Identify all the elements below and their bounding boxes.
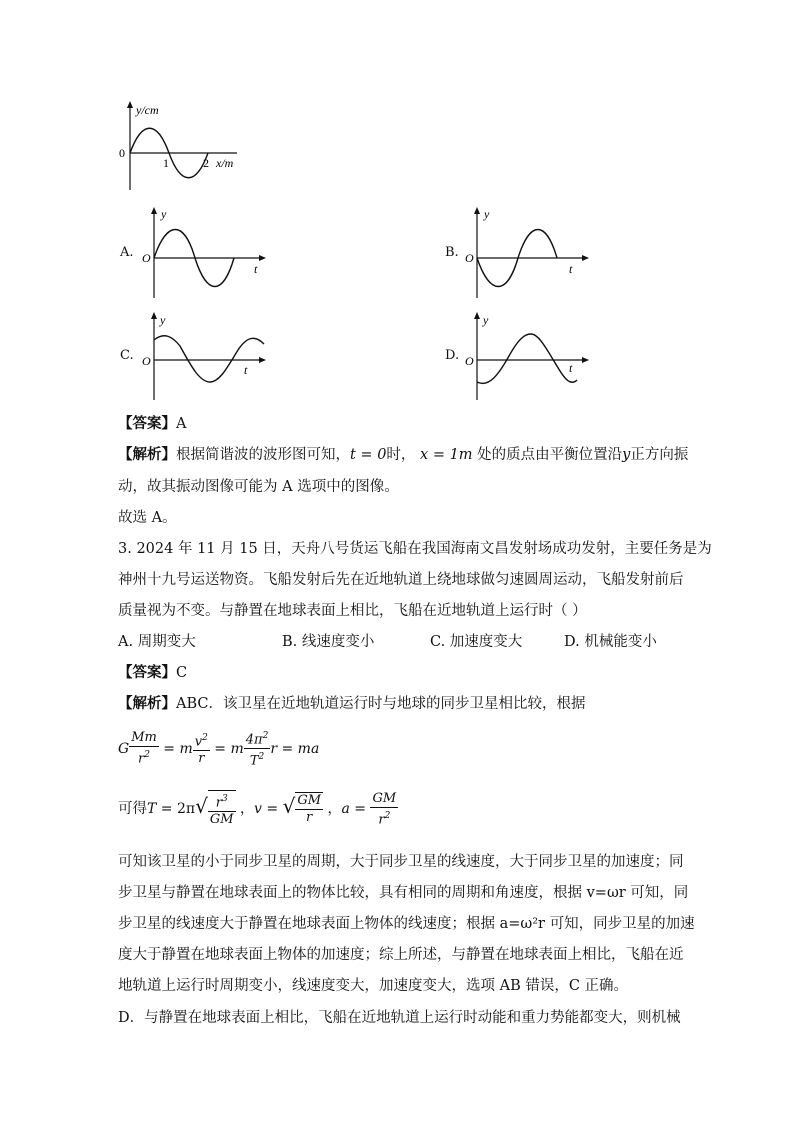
q3-option-d: D. 机械能变小: [564, 634, 657, 650]
wave-tick-2: 2: [203, 156, 209, 170]
wave-x-label: x/m: [216, 156, 234, 170]
wave-origin: 0: [119, 146, 125, 160]
q2-analysis-tag: 【解析】: [118, 446, 176, 463]
q3-stem-line1: 3. 2024 年 11 月 15 日，天舟八号货运飞船在我国海南文昌发射场成功发射，主要任务是为: [118, 541, 712, 557]
q3-analysis-p3: 步卫星的线速度大于静置在地球表面上物体的线速度；根据 a=ω²r 可知，同步卫星的加速: [118, 916, 695, 932]
option-a-origin: O: [142, 251, 151, 265]
q3-equation-gravity: G $\frac{Mm}{r^2}$ = m $\frac{v^2}{r}$ = m $\frac{4\pi^2}{T^2}$ r = ma: [118, 728, 319, 770]
q3-analysis-p6: D．与静置在地球表面上相比，飞船在近地轨道上运行时动能和重力势能都变大，则机械: [118, 1010, 681, 1026]
option-a-letter: A.: [120, 245, 134, 260]
wave-graph: [112, 100, 252, 192]
option-c-curve: [154, 336, 264, 382]
q3-analysis-intro-text: ABC．该卫星在近地轨道运行时与地球的同步卫星相比较，根据: [176, 696, 586, 712]
q2-analysis-y: y: [622, 447, 631, 463]
q3-analysis-intro: [118, 689, 586, 719]
option-d-graph: [463, 310, 593, 402]
q2-analysis-text2: 时，: [386, 447, 416, 463]
wave-y-label: y/cm: [136, 103, 159, 117]
q3-option-a: A. 周期变大: [118, 634, 196, 650]
option-a-t: t: [254, 262, 258, 276]
q2-analysis-text3: 处的质点由平衡位置沿: [477, 447, 623, 463]
option-d-origin: O: [465, 354, 474, 368]
q3-option-b: B. 线速度变小: [282, 634, 375, 650]
option-c-origin: O: [142, 354, 151, 368]
option-a-graph: [140, 205, 270, 300]
option-c-t: t: [244, 363, 248, 377]
q3-stem-line2: 神州十九号运送物资。飞船发射后先在近地轨道上绕地球做匀速圆周运动，飞船发射前后: [118, 572, 684, 588]
q3-answer-value: C: [176, 665, 188, 681]
q3-analysis-p1: 可知该卫星的小于同步卫星的周期，大于同步卫星的线速度，大于同步卫星的加速度；同: [118, 854, 684, 870]
q2-answer-value: A: [176, 416, 187, 432]
q2-analysis-t0: t = 0: [350, 447, 387, 463]
q2-analysis-text4: 正方向振: [630, 447, 689, 463]
q3-option-c: C. 加速度变大: [430, 634, 523, 650]
q2-analysis-line2: 动，故其振动图像可能为 A 选项中的图像。: [118, 479, 399, 495]
q2-conclusion: 故选 A。: [118, 510, 177, 526]
option-b-letter: B.: [445, 245, 459, 260]
option-b-graph: [463, 205, 593, 300]
wave-tick-1: 1: [163, 156, 169, 170]
option-d-y: y: [483, 313, 489, 327]
q3-analysis-p2: 步卫星与静置在地球表面上的物体比较，具有相同的周期和角速度，根据 v=ωr 可知，同: [118, 885, 689, 901]
q3-result-prefix: 可得: [118, 801, 147, 818]
option-d-curve: [477, 334, 577, 383]
q3-analysis-tag: 【解析】: [118, 695, 176, 712]
q3-equation-results: 可得T = 2π√ $\frac{r^3}{GM}$ ，v = √ $\frac{GM}{r}$ ，a = $\frac{GM}{r^2}$: [118, 790, 397, 828]
q3-answer-tag: 【答案】: [118, 664, 176, 681]
q3-stem-line3: 质量视为不变。与静置在地球表面上相比，飞船在近地轨道上运行时（ ）: [118, 603, 587, 619]
option-b-t: t: [569, 262, 573, 276]
option-c-y: y: [160, 313, 166, 327]
option-a-y: y: [161, 207, 167, 221]
q2-answer: [118, 409, 186, 439]
option-b-y: y: [484, 207, 490, 221]
option-c-letter: C.: [120, 348, 134, 363]
option-d-letter: D.: [445, 348, 460, 363]
q2-answer-tag: 【答案】: [118, 415, 176, 432]
q3-answer: [118, 658, 187, 688]
option-d-t: t: [569, 361, 573, 375]
q2-analysis-x: x = 1m: [420, 447, 473, 463]
q2-analysis-text1: 根据简谐波的波形图可知，: [176, 447, 350, 463]
q3-analysis-p5: 地轨道上运行时周期变小，线速度变大，加速度变大，选项 AB 错误，C 正确。: [118, 978, 629, 994]
q2-analysis-line1: [118, 440, 688, 470]
option-c-graph: [140, 310, 270, 402]
option-b-origin: O: [465, 251, 474, 265]
q3-analysis-p4: 度大于静置在地球表面上物体的加速度；综上所述，与静置在地球表面上相比，飞船在近: [118, 947, 684, 963]
